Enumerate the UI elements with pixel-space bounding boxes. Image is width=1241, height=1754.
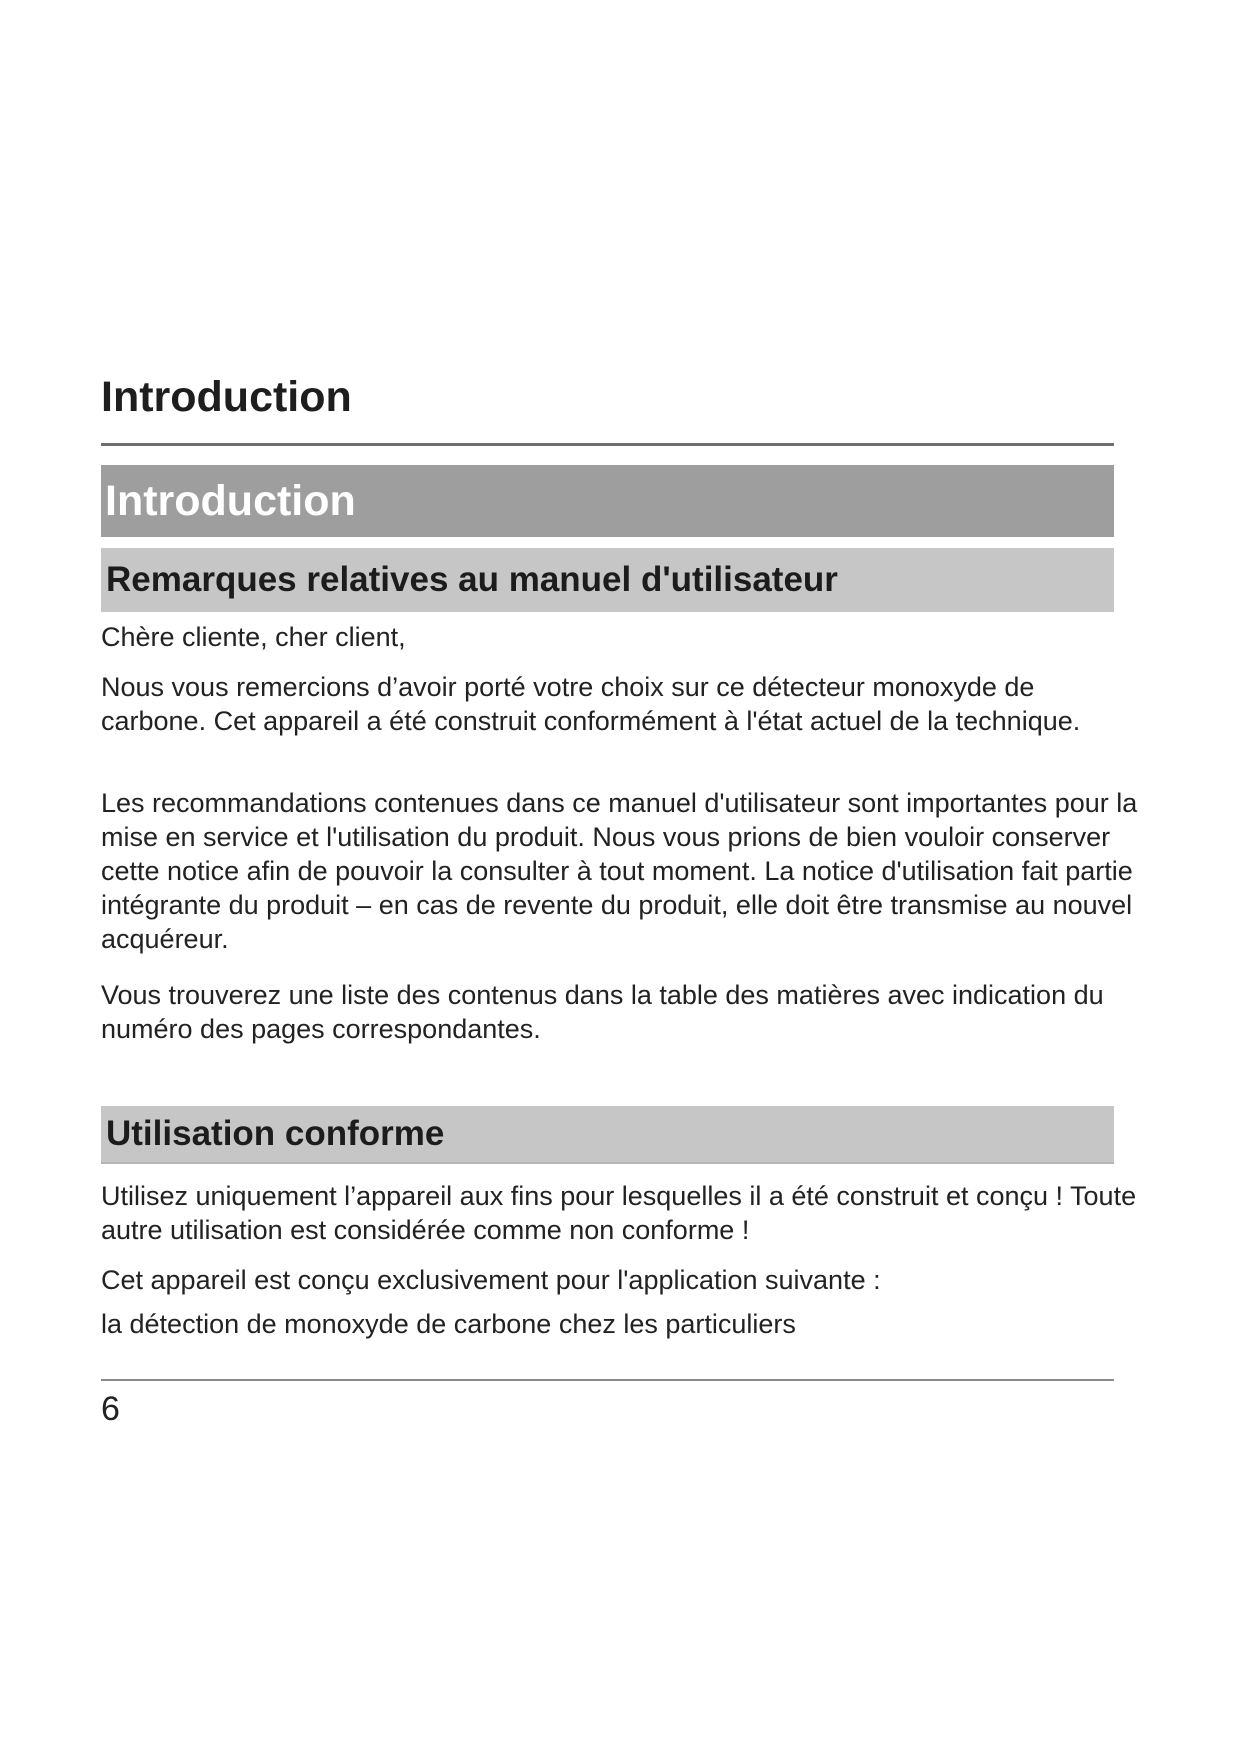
page-title: Introduction <box>101 373 352 421</box>
paragraph-usage: Utilisez uniquement l’appareil aux fins pour lesquelles il a été construit et conçu ! Toute autre utilisation est considérée comme non conforme ! <box>101 1181 1137 1245</box>
paragraph-recommendations: Les recommandations contenues dans ce manuel d'utilisateur sont importantes pour la mise en service et l'utilisation du produit. Nous vous prions de bien vouloir conserver cette notice afin de pouvoir la consulter à tout moment. La notice d'utilisation fait partie intégrante du produit – en cas de revente du produit, elle doit être transmise au nouvel acquéreur. <box>101 788 1138 954</box>
page-number: 6 <box>101 1390 120 1428</box>
footer-divider <box>101 1379 1114 1381</box>
chapter-banner <box>101 465 1114 537</box>
chapter-title: Introduction <box>105 476 356 525</box>
paragraph-thanks: Nous vous remercions d’avoir porté votre choix sur ce détecteur monoxyde de carbone. Cet appareil a été construit conformément à l'état actuel de la technique. <box>101 672 1081 736</box>
section-title-manual: Remarques relatives au manuel d'utilisateur <box>106 560 838 599</box>
header-divider <box>101 443 1114 446</box>
section-title-use: Utilisation conforme <box>106 1114 445 1153</box>
greeting-text: Chère cliente, cher client, <box>101 622 406 652</box>
section-heading-use <box>101 1106 1114 1164</box>
paragraph-application: la détection de monoxyde de carbone chez les particuliers <box>101 1309 796 1339</box>
paragraph-toc: Vous trouverez une liste des contenus dans la table des matières avec indication du numéro des pages correspondantes. <box>101 980 1104 1044</box>
section-heading-manual <box>101 548 1114 612</box>
paragraph-designed: Cet appareil est conçu exclusivement pour l'application suivante : <box>101 1265 881 1295</box>
